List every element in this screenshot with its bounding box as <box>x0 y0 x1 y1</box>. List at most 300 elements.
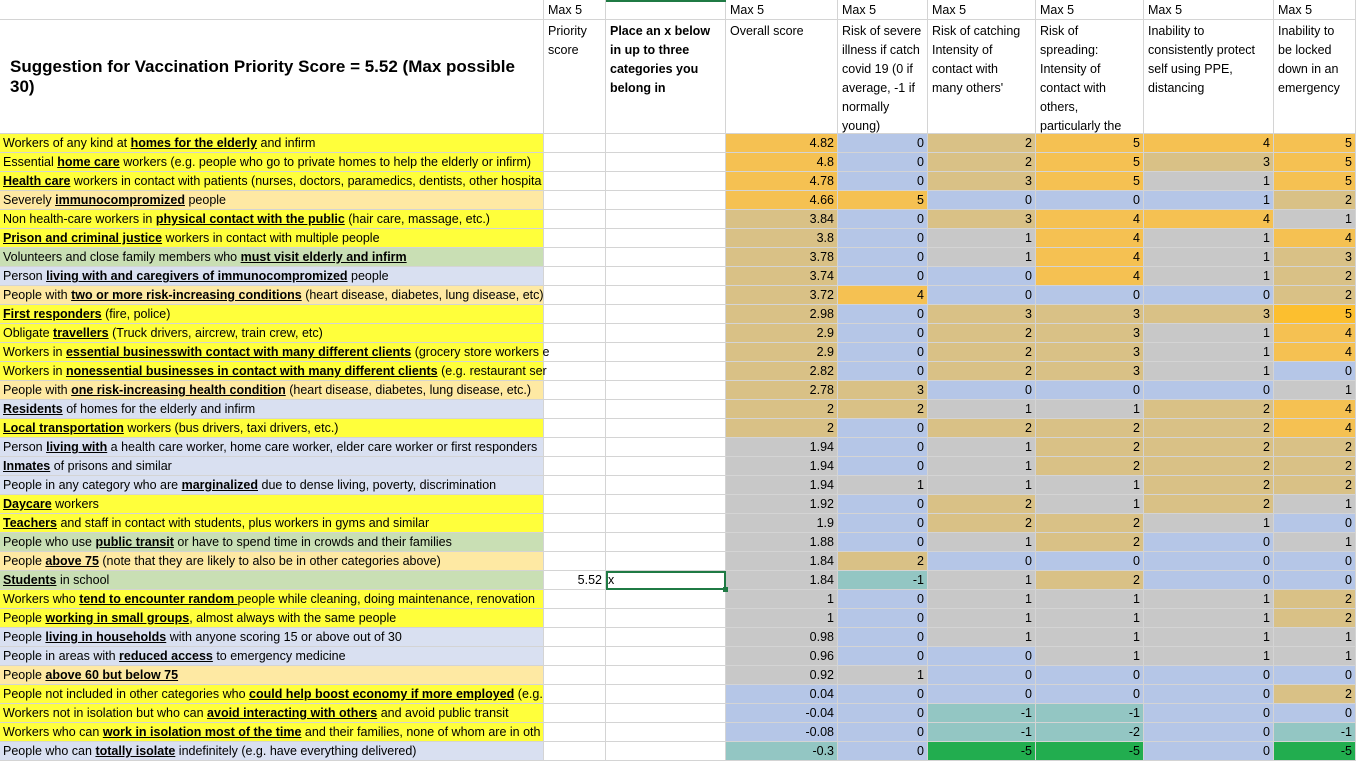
catching-score-cell[interactable]: 0 <box>928 267 1036 286</box>
priority-score-cell[interactable] <box>544 628 606 647</box>
ppe-score-cell[interactable]: 3 <box>1144 305 1274 324</box>
overall-score-cell[interactable]: 2 <box>726 400 838 419</box>
lockdown-score-cell[interactable]: 2 <box>1274 267 1356 286</box>
x-mark-cell[interactable] <box>606 666 726 685</box>
ppe-score-cell[interactable]: 0 <box>1144 286 1274 305</box>
lockdown-score-cell[interactable]: 0 <box>1274 704 1356 723</box>
catching-score-cell[interactable]: 1 <box>928 533 1036 552</box>
overall-score-cell[interactable]: 4.8 <box>726 153 838 172</box>
severe-illness-score-cell[interactable]: 0 <box>838 704 928 723</box>
priority-score-cell[interactable] <box>544 476 606 495</box>
spreading-score-cell[interactable]: 2 <box>1036 438 1144 457</box>
ppe-score-cell[interactable]: 0 <box>1144 533 1274 552</box>
catching-score-cell[interactable]: 2 <box>928 362 1036 381</box>
ppe-score-cell[interactable]: 0 <box>1144 723 1274 742</box>
spreading-score-cell[interactable]: 2 <box>1036 514 1144 533</box>
category-cell[interactable] <box>0 552 544 571</box>
x-mark-cell[interactable]: x <box>606 571 726 590</box>
overall-score-cell[interactable]: 1 <box>726 609 838 628</box>
ppe-score-cell[interactable]: 1 <box>1144 191 1274 210</box>
overall-score-cell[interactable]: 1.92 <box>726 495 838 514</box>
priority-score-cell[interactable] <box>544 685 606 704</box>
category-cell[interactable] <box>0 419 544 438</box>
x-mark-cell[interactable] <box>606 305 726 324</box>
severe-illness-score-cell[interactable]: 0 <box>838 343 928 362</box>
severe-illness-score-cell[interactable]: 0 <box>838 647 928 666</box>
spreading-score-cell[interactable]: 5 <box>1036 172 1144 191</box>
lockdown-score-cell[interactable]: 2 <box>1274 191 1356 210</box>
header-max-8[interactable]: Max 5 <box>1274 0 1356 20</box>
lockdown-score-cell[interactable]: 1 <box>1274 210 1356 229</box>
severe-illness-score-cell[interactable]: 0 <box>838 134 928 153</box>
priority-score-cell[interactable] <box>544 742 606 761</box>
overall-score-cell[interactable]: 1.84 <box>726 571 838 590</box>
spreading-score-cell[interactable]: 5 <box>1036 153 1144 172</box>
column-header-7[interactable]: Inability to consistently protect self using PPE, distancing <box>1144 20 1274 134</box>
catching-score-cell[interactable]: 0 <box>928 552 1036 571</box>
overall-score-cell[interactable]: -0.3 <box>726 742 838 761</box>
catching-score-cell[interactable]: 3 <box>928 305 1036 324</box>
category-cell[interactable] <box>0 248 544 267</box>
lockdown-score-cell[interactable]: 1 <box>1274 647 1356 666</box>
x-mark-cell[interactable] <box>606 153 726 172</box>
spreading-score-cell[interactable]: 0 <box>1036 381 1144 400</box>
severe-illness-score-cell[interactable]: 0 <box>838 533 928 552</box>
category-cell[interactable] <box>0 704 544 723</box>
top-left-cell[interactable] <box>0 0 544 20</box>
priority-score-cell[interactable] <box>544 400 606 419</box>
catching-score-cell[interactable]: 3 <box>928 210 1036 229</box>
severe-illness-score-cell[interactable]: 0 <box>838 457 928 476</box>
priority-score-cell[interactable] <box>544 590 606 609</box>
ppe-score-cell[interactable]: 0 <box>1144 666 1274 685</box>
priority-score-cell[interactable]: 5.52 <box>544 571 606 590</box>
category-cell[interactable] <box>0 210 544 229</box>
category-cell[interactable] <box>0 514 544 533</box>
catching-score-cell[interactable]: 2 <box>928 343 1036 362</box>
spreading-score-cell[interactable]: -5 <box>1036 742 1144 761</box>
catching-score-cell[interactable]: 2 <box>928 153 1036 172</box>
x-mark-cell[interactable] <box>606 362 726 381</box>
spreading-score-cell[interactable]: 0 <box>1036 191 1144 210</box>
spreading-score-cell[interactable]: 4 <box>1036 229 1144 248</box>
lockdown-score-cell[interactable]: 4 <box>1274 400 1356 419</box>
overall-score-cell[interactable]: 0.96 <box>726 647 838 666</box>
spreading-score-cell[interactable]: 1 <box>1036 628 1144 647</box>
x-mark-cell[interactable] <box>606 723 726 742</box>
priority-score-cell[interactable] <box>544 191 606 210</box>
x-mark-cell[interactable] <box>606 343 726 362</box>
severe-illness-score-cell[interactable]: 0 <box>838 419 928 438</box>
catching-score-cell[interactable]: 0 <box>928 381 1036 400</box>
spreading-score-cell[interactable]: 0 <box>1036 552 1144 571</box>
x-mark-cell[interactable] <box>606 324 726 343</box>
overall-score-cell[interactable]: 4.82 <box>726 134 838 153</box>
x-mark-cell[interactable] <box>606 628 726 647</box>
ppe-score-cell[interactable]: 0 <box>1144 552 1274 571</box>
catching-score-cell[interactable]: -5 <box>928 742 1036 761</box>
x-mark-cell[interactable] <box>606 191 726 210</box>
severe-illness-score-cell[interactable]: 2 <box>838 552 928 571</box>
ppe-score-cell[interactable]: 2 <box>1144 457 1274 476</box>
category-cell[interactable] <box>0 172 544 191</box>
x-mark-cell[interactable] <box>606 514 726 533</box>
column-header-3[interactable]: Overall score <box>726 20 838 134</box>
priority-score-cell[interactable] <box>544 362 606 381</box>
category-cell[interactable] <box>0 324 544 343</box>
lockdown-score-cell[interactable]: 1 <box>1274 381 1356 400</box>
catching-score-cell[interactable]: 1 <box>928 438 1036 457</box>
priority-score-cell[interactable] <box>544 210 606 229</box>
catching-score-cell[interactable]: 1 <box>928 248 1036 267</box>
category-cell[interactable] <box>0 628 544 647</box>
catching-score-cell[interactable]: 1 <box>928 457 1036 476</box>
category-cell[interactable] <box>0 305 544 324</box>
category-cell[interactable] <box>0 229 544 248</box>
severe-illness-score-cell[interactable]: 0 <box>838 628 928 647</box>
severe-illness-score-cell[interactable]: 0 <box>838 438 928 457</box>
x-mark-cell[interactable] <box>606 438 726 457</box>
category-cell[interactable] <box>0 267 544 286</box>
overall-score-cell[interactable]: 4.66 <box>726 191 838 210</box>
overall-score-cell[interactable]: 0.98 <box>726 628 838 647</box>
category-cell[interactable] <box>0 134 544 153</box>
lockdown-score-cell[interactable]: 0 <box>1274 666 1356 685</box>
severe-illness-score-cell[interactable]: 2 <box>838 400 928 419</box>
category-cell[interactable] <box>0 457 544 476</box>
priority-score-cell[interactable] <box>544 495 606 514</box>
overall-score-cell[interactable]: 3.72 <box>726 286 838 305</box>
category-cell[interactable] <box>0 153 544 172</box>
lockdown-score-cell[interactable]: 2 <box>1274 476 1356 495</box>
priority-score-cell[interactable] <box>544 324 606 343</box>
lockdown-score-cell[interactable]: 0 <box>1274 552 1356 571</box>
category-cell[interactable] <box>0 343 550 362</box>
spreading-score-cell[interactable]: 4 <box>1036 267 1144 286</box>
ppe-score-cell[interactable]: 3 <box>1144 153 1274 172</box>
overall-score-cell[interactable]: -0.04 <box>726 704 838 723</box>
overall-score-cell[interactable]: 1.9 <box>726 514 838 533</box>
category-cell[interactable] <box>0 400 544 419</box>
category-cell[interactable] <box>0 533 544 552</box>
spreading-score-cell[interactable]: 3 <box>1036 362 1144 381</box>
ppe-score-cell[interactable]: 2 <box>1144 400 1274 419</box>
category-cell[interactable] <box>0 571 544 590</box>
severe-illness-score-cell[interactable]: 5 <box>838 191 928 210</box>
severe-illness-score-cell[interactable]: 0 <box>838 153 928 172</box>
x-mark-cell[interactable] <box>606 419 726 438</box>
spreading-score-cell[interactable]: 1 <box>1036 590 1144 609</box>
lockdown-score-cell[interactable]: 1 <box>1274 495 1356 514</box>
overall-score-cell[interactable]: 2.9 <box>726 343 838 362</box>
priority-score-cell[interactable] <box>544 229 606 248</box>
catching-score-cell[interactable]: -1 <box>928 723 1036 742</box>
spreading-score-cell[interactable]: 2 <box>1036 533 1144 552</box>
x-mark-cell[interactable] <box>606 286 726 305</box>
category-cell[interactable] <box>0 495 544 514</box>
header-max-5[interactable]: Max 5 <box>928 0 1036 20</box>
severe-illness-score-cell[interactable]: 0 <box>838 723 928 742</box>
lockdown-score-cell[interactable]: 0 <box>1274 571 1356 590</box>
x-mark-cell[interactable] <box>606 381 726 400</box>
priority-score-cell[interactable] <box>544 609 606 628</box>
overall-score-cell[interactable]: 0.92 <box>726 666 838 685</box>
ppe-score-cell[interactable]: 0 <box>1144 381 1274 400</box>
spreading-score-cell[interactable]: 0 <box>1036 685 1144 704</box>
spreading-score-cell[interactable]: -1 <box>1036 704 1144 723</box>
fill-handle[interactable] <box>723 587 728 592</box>
column-header-4[interactable]: Risk of severe illness if catch covid 19 (0 if average, -1 if normally young) <box>838 20 928 134</box>
x-mark-cell[interactable] <box>606 552 726 571</box>
catching-score-cell[interactable]: 0 <box>928 191 1036 210</box>
priority-score-cell[interactable] <box>544 419 606 438</box>
x-mark-cell[interactable] <box>606 210 726 229</box>
spreading-score-cell[interactable]: 0 <box>1036 666 1144 685</box>
overall-score-cell[interactable]: 2.78 <box>726 381 838 400</box>
catching-score-cell[interactable]: 0 <box>928 286 1036 305</box>
lockdown-score-cell[interactable]: 4 <box>1274 343 1356 362</box>
priority-score-cell[interactable] <box>544 457 606 476</box>
header-max-4[interactable]: Max 5 <box>838 0 928 20</box>
severe-illness-score-cell[interactable]: 0 <box>838 362 928 381</box>
severe-illness-score-cell[interactable]: 1 <box>838 666 928 685</box>
lockdown-score-cell[interactable]: 4 <box>1274 419 1356 438</box>
lockdown-score-cell[interactable]: 5 <box>1274 134 1356 153</box>
priority-score-cell[interactable] <box>544 666 606 685</box>
priority-score-cell[interactable] <box>544 438 606 457</box>
category-cell[interactable] <box>0 590 544 609</box>
x-mark-cell[interactable] <box>606 533 726 552</box>
catching-score-cell[interactable]: 1 <box>928 571 1036 590</box>
severe-illness-score-cell[interactable]: 0 <box>838 305 928 324</box>
spreading-score-cell[interactable]: 1 <box>1036 476 1144 495</box>
spreading-score-cell[interactable]: 3 <box>1036 343 1144 362</box>
catching-score-cell[interactable]: 2 <box>928 514 1036 533</box>
lockdown-score-cell[interactable]: 1 <box>1274 628 1356 647</box>
x-mark-cell[interactable] <box>606 267 726 286</box>
spreading-score-cell[interactable]: 1 <box>1036 495 1144 514</box>
overall-score-cell[interactable]: 3.74 <box>726 267 838 286</box>
priority-score-cell[interactable] <box>544 267 606 286</box>
priority-score-cell[interactable] <box>544 533 606 552</box>
severe-illness-score-cell[interactable]: 1 <box>838 476 928 495</box>
overall-score-cell[interactable]: -0.08 <box>726 723 838 742</box>
catching-score-cell[interactable]: 1 <box>928 609 1036 628</box>
lockdown-score-cell[interactable]: 2 <box>1274 590 1356 609</box>
spreading-score-cell[interactable]: 1 <box>1036 647 1144 666</box>
column-header-2[interactable]: Place an x below in up to three categories you belong in <box>606 20 726 134</box>
severe-illness-score-cell[interactable]: 0 <box>838 324 928 343</box>
overall-score-cell[interactable]: 1.94 <box>726 457 838 476</box>
spreading-score-cell[interactable]: 2 <box>1036 571 1144 590</box>
severe-illness-score-cell[interactable]: 3 <box>838 381 928 400</box>
x-mark-cell[interactable] <box>606 590 726 609</box>
catching-score-cell[interactable]: 1 <box>928 590 1036 609</box>
header-max-6[interactable]: Max 5 <box>1036 0 1144 20</box>
priority-score-cell[interactable] <box>544 647 606 666</box>
severe-illness-score-cell[interactable]: 0 <box>838 590 928 609</box>
x-mark-cell[interactable] <box>606 609 726 628</box>
severe-illness-score-cell[interactable]: 0 <box>838 495 928 514</box>
x-mark-cell[interactable] <box>606 248 726 267</box>
overall-score-cell[interactable]: 1.84 <box>726 552 838 571</box>
spreading-score-cell[interactable]: 1 <box>1036 400 1144 419</box>
ppe-score-cell[interactable]: 1 <box>1144 628 1274 647</box>
ppe-score-cell[interactable]: 0 <box>1144 704 1274 723</box>
priority-score-cell[interactable] <box>544 134 606 153</box>
spreading-score-cell[interactable]: 4 <box>1036 210 1144 229</box>
severe-illness-score-cell[interactable]: 0 <box>838 267 928 286</box>
overall-score-cell[interactable]: 2.82 <box>726 362 838 381</box>
severe-illness-score-cell[interactable]: 4 <box>838 286 928 305</box>
category-cell[interactable] <box>0 286 544 305</box>
lockdown-score-cell[interactable]: -1 <box>1274 723 1356 742</box>
severe-illness-score-cell[interactable]: 0 <box>838 229 928 248</box>
spreading-score-cell[interactable]: 2 <box>1036 419 1144 438</box>
severe-illness-score-cell[interactable]: 0 <box>838 609 928 628</box>
severe-illness-score-cell[interactable]: 0 <box>838 514 928 533</box>
catching-score-cell[interactable]: 2 <box>928 324 1036 343</box>
priority-score-cell[interactable] <box>544 286 606 305</box>
lockdown-score-cell[interactable]: 2 <box>1274 457 1356 476</box>
column-header-1[interactable]: Priority score <box>544 20 606 134</box>
overall-score-cell[interactable]: 3.84 <box>726 210 838 229</box>
overall-score-cell[interactable]: 0.04 <box>726 685 838 704</box>
category-cell[interactable] <box>0 685 544 704</box>
lockdown-score-cell[interactable]: 2 <box>1274 685 1356 704</box>
catching-score-cell[interactable]: 1 <box>928 400 1036 419</box>
overall-score-cell[interactable]: 1.94 <box>726 476 838 495</box>
severe-illness-score-cell[interactable]: 0 <box>838 685 928 704</box>
column-header-5[interactable]: Risk of catching Intensity of contact with many others' <box>928 20 1036 134</box>
overall-score-cell[interactable]: 2 <box>726 419 838 438</box>
catching-score-cell[interactable]: -1 <box>928 704 1036 723</box>
priority-score-cell[interactable] <box>544 381 606 400</box>
spreading-score-cell[interactable]: 3 <box>1036 305 1144 324</box>
ppe-score-cell[interactable]: 4 <box>1144 134 1274 153</box>
ppe-score-cell[interactable]: 1 <box>1144 248 1274 267</box>
overall-score-cell[interactable]: 1.88 <box>726 533 838 552</box>
catching-score-cell[interactable]: 1 <box>928 628 1036 647</box>
category-cell[interactable] <box>0 191 544 210</box>
lockdown-score-cell[interactable]: 5 <box>1274 172 1356 191</box>
ppe-score-cell[interactable]: 1 <box>1144 647 1274 666</box>
spreading-score-cell[interactable]: 0 <box>1036 286 1144 305</box>
severe-illness-score-cell[interactable]: -1 <box>838 571 928 590</box>
ppe-score-cell[interactable]: 0 <box>1144 685 1274 704</box>
lockdown-score-cell[interactable]: -5 <box>1274 742 1356 761</box>
x-mark-cell[interactable] <box>606 476 726 495</box>
lockdown-score-cell[interactable]: 1 <box>1274 533 1356 552</box>
lockdown-score-cell[interactable]: 4 <box>1274 324 1356 343</box>
x-mark-cell[interactable] <box>606 647 726 666</box>
ppe-score-cell[interactable]: 1 <box>1144 324 1274 343</box>
category-cell[interactable] <box>0 723 544 742</box>
spreading-score-cell[interactable]: -2 <box>1036 723 1144 742</box>
lockdown-score-cell[interactable]: 5 <box>1274 153 1356 172</box>
lockdown-score-cell[interactable]: 4 <box>1274 229 1356 248</box>
x-mark-cell[interactable] <box>606 457 726 476</box>
catching-score-cell[interactable]: 3 <box>928 172 1036 191</box>
severe-illness-score-cell[interactable]: 0 <box>838 172 928 191</box>
header-max-1[interactable]: Max 5 <box>544 0 606 20</box>
catching-score-cell[interactable]: 1 <box>928 229 1036 248</box>
lockdown-score-cell[interactable]: 0 <box>1274 362 1356 381</box>
category-cell[interactable] <box>0 381 544 400</box>
priority-score-cell[interactable] <box>544 514 606 533</box>
overall-score-cell[interactable]: 4.78 <box>726 172 838 191</box>
overall-score-cell[interactable]: 3.78 <box>726 248 838 267</box>
spreading-score-cell[interactable]: 3 <box>1036 324 1144 343</box>
header-max-3[interactable]: Max 5 <box>726 0 838 20</box>
column-header-8[interactable]: Inability to be locked down in an emergency <box>1274 20 1356 134</box>
column-header-6[interactable]: Risk of spreading: Intensity of contact with others, particularly the <box>1036 20 1144 134</box>
lockdown-score-cell[interactable]: 0 <box>1274 514 1356 533</box>
overall-score-cell[interactable]: 2.9 <box>726 324 838 343</box>
lockdown-score-cell[interactable]: 5 <box>1274 305 1356 324</box>
priority-score-cell[interactable] <box>544 172 606 191</box>
category-cell[interactable] <box>0 476 544 495</box>
ppe-score-cell[interactable]: 1 <box>1144 229 1274 248</box>
severe-illness-score-cell[interactable]: 0 <box>838 742 928 761</box>
catching-score-cell[interactable]: 0 <box>928 666 1036 685</box>
ppe-score-cell[interactable]: 2 <box>1144 495 1274 514</box>
category-cell[interactable] <box>0 666 544 685</box>
x-mark-cell[interactable] <box>606 134 726 153</box>
spreading-score-cell[interactable]: 4 <box>1036 248 1144 267</box>
priority-score-cell[interactable] <box>544 343 606 362</box>
priority-score-cell[interactable] <box>544 248 606 267</box>
spreading-score-cell[interactable]: 2 <box>1036 457 1144 476</box>
ppe-score-cell[interactable]: 0 <box>1144 571 1274 590</box>
lockdown-score-cell[interactable]: 2 <box>1274 438 1356 457</box>
priority-score-cell[interactable] <box>544 704 606 723</box>
overall-score-cell[interactable]: 1.94 <box>726 438 838 457</box>
spreading-score-cell[interactable]: 5 <box>1036 134 1144 153</box>
ppe-score-cell[interactable]: 1 <box>1144 362 1274 381</box>
header-max-7[interactable]: Max 5 <box>1144 0 1274 20</box>
severe-illness-score-cell[interactable]: 0 <box>838 248 928 267</box>
ppe-score-cell[interactable]: 2 <box>1144 438 1274 457</box>
ppe-score-cell[interactable]: 1 <box>1144 267 1274 286</box>
x-mark-cell[interactable] <box>606 685 726 704</box>
category-cell[interactable] <box>0 609 544 628</box>
catching-score-cell[interactable]: 2 <box>928 419 1036 438</box>
ppe-score-cell[interactable]: 1 <box>1144 514 1274 533</box>
priority-score-cell[interactable] <box>544 723 606 742</box>
x-mark-cell[interactable] <box>606 172 726 191</box>
catching-score-cell[interactable]: 0 <box>928 685 1036 704</box>
lockdown-score-cell[interactable]: 2 <box>1274 286 1356 305</box>
x-mark-cell[interactable] <box>606 400 726 419</box>
header-max-2[interactable] <box>606 0 726 20</box>
overall-score-cell[interactable]: 1 <box>726 590 838 609</box>
x-mark-cell[interactable] <box>606 704 726 723</box>
priority-score-cell[interactable] <box>544 305 606 324</box>
priority-score-cell[interactable] <box>544 153 606 172</box>
ppe-score-cell[interactable]: 1 <box>1144 590 1274 609</box>
x-mark-cell[interactable] <box>606 229 726 248</box>
category-cell[interactable] <box>0 647 544 666</box>
spreading-score-cell[interactable]: 1 <box>1036 609 1144 628</box>
ppe-score-cell[interactable]: 1 <box>1144 172 1274 191</box>
catching-score-cell[interactable]: 2 <box>928 134 1036 153</box>
ppe-score-cell[interactable]: 2 <box>1144 419 1274 438</box>
ppe-score-cell[interactable]: 1 <box>1144 609 1274 628</box>
ppe-score-cell[interactable]: 4 <box>1144 210 1274 229</box>
catching-score-cell[interactable]: 2 <box>928 495 1036 514</box>
lockdown-score-cell[interactable]: 3 <box>1274 248 1356 267</box>
